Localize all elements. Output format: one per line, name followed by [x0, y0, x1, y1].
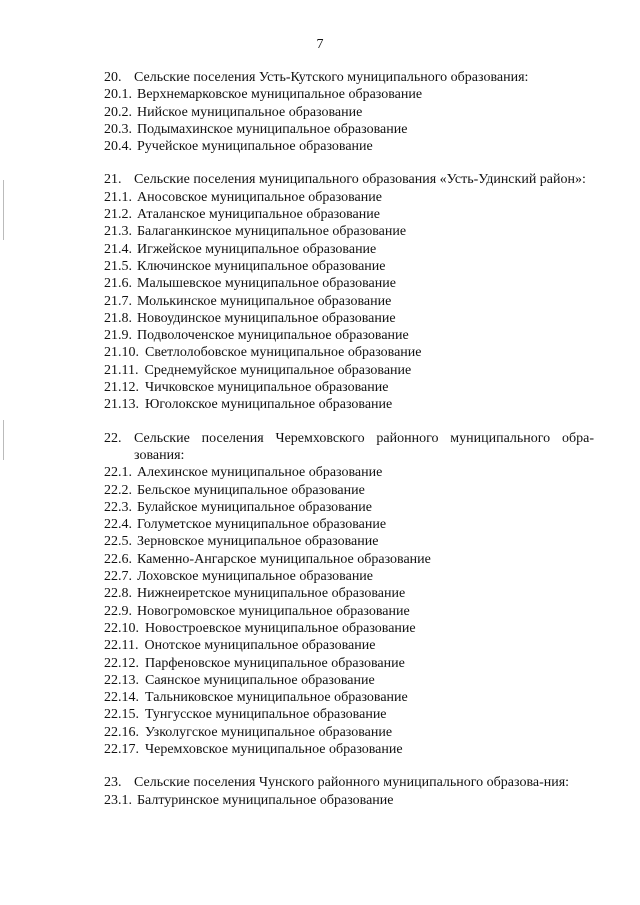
list-item — [104, 223, 594, 240]
section-title: Сельские поселения Черемховского районного муниципального обра-зования: — [134, 430, 594, 463]
item-name: Балаганкинское муниципальное образование — [137, 224, 407, 240]
item-name: Игжейское муниципальное образование — [137, 241, 377, 257]
item-name: Узколугское муниципальное образование — [145, 724, 393, 740]
list-item — [104, 482, 594, 499]
item-number: 22.12. — [104, 655, 139, 671]
page-number: 7 — [316, 37, 324, 52]
item-number: 22.9. — [104, 603, 132, 619]
list-item — [104, 327, 594, 344]
list-item — [104, 620, 594, 637]
item-number: 22.6. — [104, 551, 132, 567]
list-item — [104, 637, 594, 654]
list-item — [104, 464, 594, 481]
item-name: Голуметское муниципальное образование — [137, 517, 387, 533]
section-number: 20. — [104, 70, 122, 85]
item-name: Нийское муниципальное образование — [137, 104, 363, 120]
item-number: 22.2. — [104, 482, 132, 498]
item-number: 21.6. — [104, 276, 132, 292]
item-number: 21.3. — [104, 224, 132, 240]
item-name: Парфеновское муниципальное образование — [145, 655, 405, 671]
list-item — [104, 551, 594, 568]
item-number: 21.8. — [104, 310, 132, 326]
item-name: Онотское муниципальное образование — [144, 638, 376, 654]
item-number: 22.10. — [104, 620, 139, 636]
item-number: 22.1. — [104, 465, 132, 481]
item-name: Алехинское муниципальное образование — [137, 465, 383, 481]
list-item — [104, 396, 594, 413]
section-heading — [104, 69, 594, 86]
list-item — [104, 310, 594, 327]
item-number: 22.17. — [104, 741, 139, 757]
item-name: Аталанское муниципальное образование — [137, 207, 380, 223]
item-number: 20.4. — [104, 139, 132, 155]
item-number: 23.1. — [104, 792, 132, 808]
list-item — [104, 585, 594, 602]
item-name: Нижнеиретское муниципальное образование — [137, 586, 406, 602]
item-name: Новоудинское муниципальное образование — [137, 310, 396, 326]
section-title: Сельские поселения Усть-Кутского муниципального образования: — [134, 70, 529, 85]
list-item — [104, 344, 594, 361]
list-item — [104, 362, 594, 379]
list-item — [104, 241, 594, 258]
item-number: 22.5. — [104, 534, 132, 550]
item-number: 22.13. — [104, 672, 139, 688]
item-name: Бельское муниципальное образование — [137, 482, 365, 498]
section-23 — [104, 774, 594, 809]
item-name: Зерновское муниципальное образование — [137, 534, 379, 550]
item-number: 22.7. — [104, 569, 132, 585]
list-item — [104, 189, 594, 206]
item-number: 22.15. — [104, 707, 139, 723]
list-item — [104, 568, 594, 585]
item-name: Каменно-Ангарское муниципальное образование — [137, 551, 431, 567]
item-name: Балтуринское муниципальное образование — [137, 792, 394, 808]
list-item — [104, 672, 594, 689]
list-item — [104, 741, 594, 758]
item-name: Тунгусское муниципальное образование — [145, 707, 387, 723]
list-item — [104, 792, 594, 809]
list-item — [104, 275, 594, 292]
scan-edge-mark — [3, 420, 4, 460]
list-item — [104, 86, 594, 103]
list-item — [104, 104, 594, 121]
item-name: Молькинское муниципальное образование — [137, 293, 392, 309]
list-item — [104, 121, 594, 138]
section-heading — [104, 430, 594, 465]
item-number: 21.12. — [104, 380, 139, 396]
section-number: 22. — [104, 430, 122, 446]
section-20 — [104, 69, 594, 155]
item-name: Булайское муниципальное образование — [137, 499, 372, 515]
section-heading — [104, 171, 594, 188]
item-name: Подволоченское муниципальное образование — [137, 328, 409, 344]
item-number: 20.3. — [104, 121, 132, 137]
section-number: 21. — [104, 172, 122, 188]
item-number: 22.4. — [104, 517, 132, 533]
section-21 — [104, 171, 594, 413]
item-name: Среднемуйское муниципальное образование — [144, 362, 412, 378]
item-number: 21.13. — [104, 397, 139, 413]
document-body — [104, 69, 594, 809]
item-number: 22.16. — [104, 724, 139, 740]
item-name: Лоховское муниципальное образование — [137, 569, 374, 585]
item-number: 21.7. — [104, 293, 132, 309]
section-title: Сельские поселения Чунского районного муниципального образова-ния: — [134, 775, 570, 791]
list-item — [104, 533, 594, 550]
item-name: Черемховское муниципальное образование — [145, 741, 403, 757]
item-name: Чичковское муниципальное образование — [145, 380, 389, 396]
section-number: 23. — [104, 775, 122, 791]
section-22 — [104, 430, 594, 759]
list-item — [104, 516, 594, 533]
item-name: Светлолобовское муниципальное образование — [145, 345, 422, 361]
item-number: 21.11. — [104, 362, 139, 378]
item-number: 21.9. — [104, 328, 132, 344]
item-number: 22.14. — [104, 690, 139, 706]
list-item — [104, 379, 594, 396]
item-name: Новогромовское муниципальное образование — [137, 603, 410, 619]
list-item — [104, 689, 594, 706]
section-title: Сельские поселения муниципального образования «Усть-Удинский район»: — [134, 172, 586, 188]
list-item — [104, 258, 594, 275]
list-item — [104, 706, 594, 723]
item-name: Новостроевское муниципальное образование — [145, 620, 416, 636]
item-name: Юголокское муниципальное образование — [145, 397, 393, 413]
item-number: 21.5. — [104, 258, 132, 274]
item-number: 21.1. — [104, 189, 132, 205]
list-item — [104, 603, 594, 620]
item-number: 20.2. — [104, 104, 132, 120]
item-number: 22.3. — [104, 499, 132, 515]
item-name: Верхнемарковское муниципальное образование — [137, 87, 423, 103]
section-heading — [104, 774, 594, 791]
item-number: 21.4. — [104, 241, 132, 257]
item-number: 22.8. — [104, 586, 132, 602]
list-item — [104, 655, 594, 672]
item-name: Ключинское муниципальное образование — [137, 258, 386, 274]
item-name: Саянское муниципальное образование — [145, 672, 375, 688]
list-item — [104, 293, 594, 310]
item-name: Малышевское муниципальное образование — [137, 276, 396, 292]
item-name: Подымахинское муниципальное образование — [137, 121, 408, 137]
item-number: 21.2. — [104, 207, 132, 223]
list-item — [104, 206, 594, 223]
item-name: Аносовское муниципальное образование — [137, 189, 382, 205]
item-name: Ручейское муниципальное образование — [137, 139, 373, 155]
list-item — [104, 138, 594, 155]
item-number: 21.10. — [104, 345, 139, 361]
item-name: Тальниковское муниципальное образование — [145, 690, 408, 706]
item-number: 22.11. — [104, 638, 139, 654]
list-item — [104, 499, 594, 516]
scan-edge-mark — [3, 180, 4, 240]
item-number: 20.1. — [104, 87, 132, 103]
list-item — [104, 724, 594, 741]
